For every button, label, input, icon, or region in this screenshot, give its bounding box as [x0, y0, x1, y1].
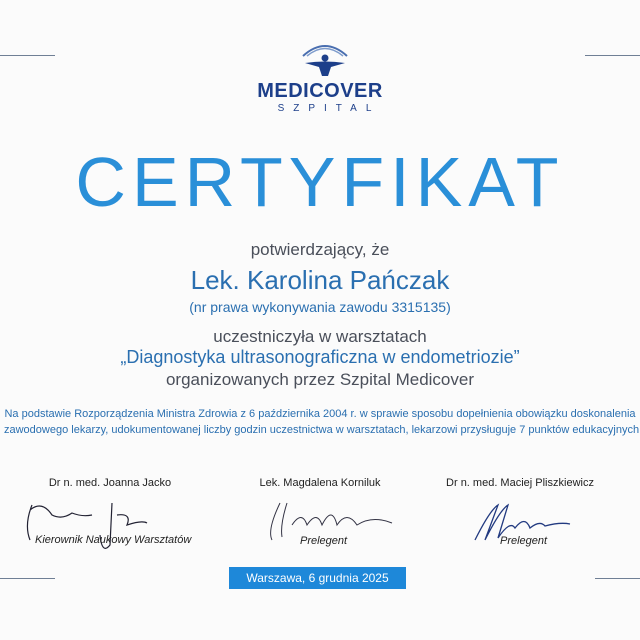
- signatory-role: Prelegent: [500, 535, 548, 547]
- organizer-text: organizowanych przez Szpital Medicover: [165, 370, 475, 389]
- recipient-name: Lek. Karolina Pańczak: [190, 265, 450, 295]
- signatory-name: Lek. Magdalena Korniluk: [259, 477, 381, 489]
- decor-line: [0, 578, 55, 579]
- legal-line-1: Na podstawie Rozporządzenia Ministra Zdrowia z 6 października 2004 r. w sprawie sposobu dopełnienia obowiązku doskonalenia: [4, 408, 636, 420]
- signatory-role: Prelegent: [300, 535, 348, 547]
- confirming-text: potwierdzający, że: [250, 240, 390, 259]
- medicover-logo-icon: [295, 38, 355, 78]
- signatory-name: Dr n. med. Maciej Pliszkiewicz: [446, 477, 594, 489]
- date-badge: Warszawa, 6 grudnia 2025: [229, 567, 406, 589]
- logo-text: MEDICOVER: [257, 80, 383, 102]
- logo-subtext: SZPITAL: [277, 103, 381, 114]
- signatory-name: Dr n. med. Joanna Jacko: [48, 477, 172, 489]
- decor-line: [0, 55, 55, 56]
- signatory-role: Kierownik Naukowy Warsztatów: [35, 534, 192, 546]
- decor-line: [585, 55, 640, 56]
- participated-text: uczestniczyła w warsztatach: [213, 327, 427, 346]
- workshop-title: „Diagnostyka ultrasonograficzna w endometriozie”: [120, 347, 520, 367]
- certificate-title: CERTYFIKAT: [75, 143, 565, 221]
- decor-line: [595, 578, 640, 579]
- signature-jacko: [22, 495, 162, 560]
- legal-line-2: zawodowego lekarzy, udokumentowanej liczby godzin uczestnictwa w warsztatach, lekarzowi przysługuje 7 punktów edukacyjnych: [4, 424, 640, 436]
- license-number: (nr prawa wykonywania zawodu 3315135): [189, 299, 451, 315]
